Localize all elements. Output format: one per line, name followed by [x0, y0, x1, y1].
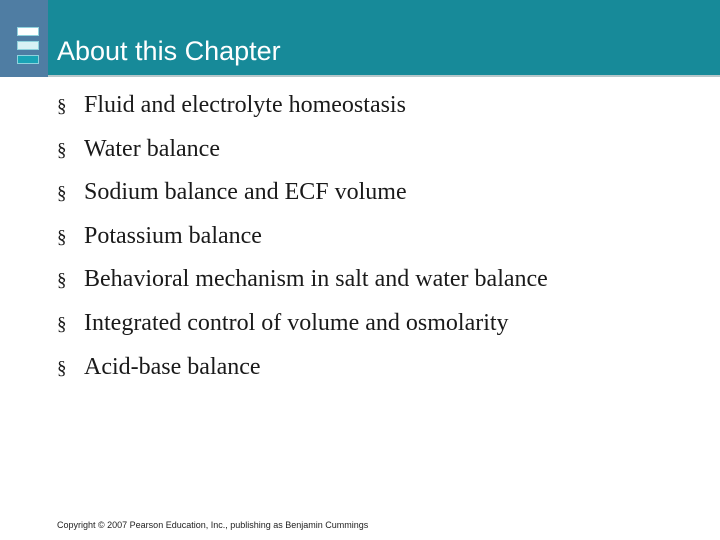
bullet-text: Potassium balance: [84, 222, 262, 249]
bullet-item: [57, 217, 548, 261]
bullet-marker: §: [57, 96, 67, 117]
bullet-marker: §: [57, 226, 67, 248]
bullet-item: [57, 260, 548, 304]
bullet-text: Integrated control of volume and osmolarity: [84, 309, 509, 336]
bullet-marker: §: [57, 139, 67, 161]
bullet-marker: §: [57, 183, 67, 205]
bullet-item: [57, 130, 548, 174]
bullet-item: [57, 304, 548, 348]
copyright-footer: Copyright © 2007 Pearson Education, Inc., publishing as Benjamin Cummings: [57, 520, 369, 530]
bullet-item: [57, 348, 548, 392]
bullet-text: Sodium balance and ECF volume: [84, 179, 407, 206]
bullet-marker: §: [57, 313, 67, 335]
bullet-item: [57, 86, 548, 130]
slide-title: About this Chapter: [57, 36, 281, 66]
bullet-text: Acid-base balance: [84, 353, 261, 380]
bullet-list: [57, 86, 548, 391]
side-strip: [0, 0, 48, 77]
bullet-text: Fluid and electrolyte homeostasis: [84, 92, 406, 118]
bullet-item: [57, 173, 548, 217]
bullet-marker: §: [57, 357, 67, 379]
bullet-text: Behavioral mechanism in salt and water balance: [84, 266, 548, 293]
stacked-bars-icon: [17, 27, 39, 65]
title-underline: [48, 75, 720, 77]
bullet-marker: §: [57, 270, 67, 292]
bullet-text: Water balance: [84, 135, 220, 162]
